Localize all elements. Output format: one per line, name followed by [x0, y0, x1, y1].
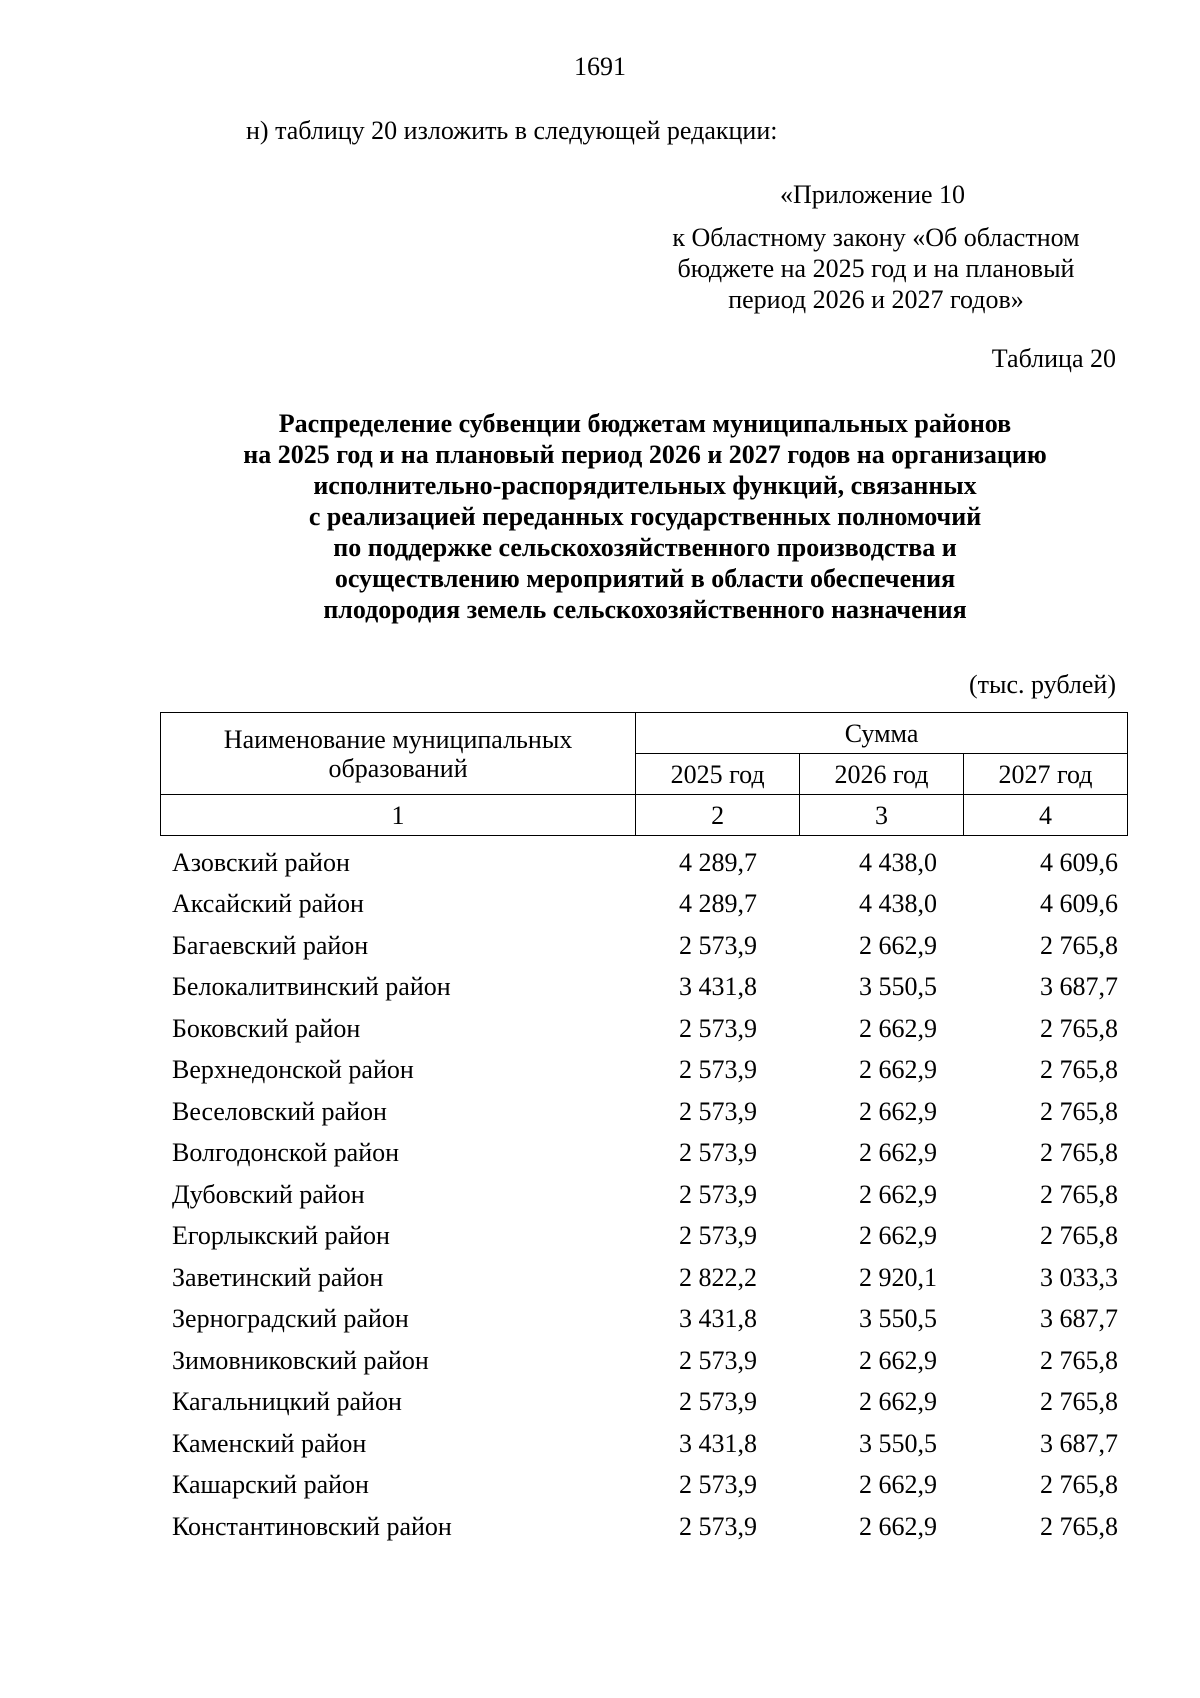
table-row: [160, 1133, 1128, 1175]
header-col-number: 4: [964, 795, 1128, 836]
value-2026: 2 662,9: [859, 1470, 937, 1500]
municipality-name: Заветинский район: [172, 1262, 384, 1292]
value-2027: 2 765,8: [1040, 1345, 1118, 1375]
value-2027: 3 033,3: [1040, 1262, 1118, 1292]
title-line: с реализацией переданных государственных полномочий: [308, 502, 982, 531]
value-2025: 2 573,9: [679, 1096, 757, 1126]
municipality-name: Веселовский район: [172, 1096, 387, 1126]
table-row: [160, 842, 1128, 884]
value-2027: 2 765,8: [1040, 1511, 1118, 1541]
table-header: [160, 712, 1128, 836]
header-col-number: 2: [636, 795, 800, 836]
value-2025: 3 431,8: [679, 1304, 757, 1334]
title-line: исполнительно-распорядительных функций, связанных: [313, 471, 977, 500]
value-2026: 4 438,0: [859, 847, 937, 877]
value-2027: 2 765,8: [1040, 1387, 1118, 1417]
value-2027: 2 765,8: [1040, 1096, 1118, 1126]
municipality-name: Азовский район: [172, 847, 350, 877]
table-row: [160, 967, 1128, 1009]
value-2026: 2 662,9: [859, 1511, 937, 1541]
value-2027: 3 687,7: [1040, 1304, 1118, 1334]
municipality-name: Константиновский район: [172, 1511, 452, 1541]
municipality-name: Верхнедонской район: [172, 1055, 414, 1085]
value-2027: 2 765,8: [1040, 1179, 1118, 1209]
appendix-title: «Приложение 10: [780, 180, 966, 209]
appendix-reference-line: период 2026 и 2027 годов»: [728, 285, 1024, 314]
value-2026: 3 550,5: [859, 972, 937, 1002]
appendix-reference-line: к Областному закону «Об областном: [672, 223, 1080, 252]
value-2027: 2 765,8: [1040, 1138, 1118, 1168]
value-2025: 2 573,9: [679, 930, 757, 960]
value-2026: 2 662,9: [859, 1013, 937, 1043]
table-row: [160, 1340, 1128, 1382]
municipality-name: Зимовниковский район: [172, 1345, 429, 1375]
table-row: [160, 1008, 1128, 1050]
value-2027: 2 765,8: [1040, 1013, 1118, 1043]
title-line: осуществлению мероприятий в области обеспечения: [334, 564, 956, 593]
value-2027: 2 765,8: [1040, 1221, 1118, 1251]
title-line: по поддержке сельскохозяйственного производства и: [333, 533, 957, 562]
value-2026: 2 920,1: [859, 1262, 937, 1292]
value-2027: 3 687,7: [1040, 1428, 1118, 1458]
appendix-reference: [636, 222, 1116, 315]
table-body: [160, 842, 1128, 1548]
value-2025: 2 822,2: [679, 1262, 757, 1292]
title-line: плодородия земель сельскохозяйственного назначения: [323, 595, 967, 624]
appendix-reference-line: бюджете на 2025 год и на плановый: [677, 254, 1075, 283]
value-2026: 2 662,9: [859, 1221, 937, 1251]
table-row: [160, 1465, 1128, 1507]
value-2026: 4 438,0: [859, 889, 937, 919]
title-line: Распределение субвенции бюджетам муниципальных районов: [278, 409, 1012, 438]
table-row: [160, 1423, 1128, 1465]
title-line: на 2025 год и на плановый период 2026 и 2027 годов на организацию: [243, 440, 1047, 469]
value-2026: 2 662,9: [859, 1387, 937, 1417]
header-col-number: 1: [161, 795, 636, 836]
value-2025: 4 289,7: [679, 889, 757, 919]
value-2025: 2 573,9: [679, 1013, 757, 1043]
header-col-number: 3: [800, 795, 964, 836]
table-row: [160, 1257, 1128, 1299]
value-2025: 2 573,9: [679, 1221, 757, 1251]
value-2026: 3 550,5: [859, 1304, 937, 1334]
municipality-name: Кашарский район: [172, 1470, 369, 1500]
value-2025: 2 573,9: [679, 1055, 757, 1085]
municipality-name: Егорлыкский район: [172, 1221, 390, 1251]
table-row: [160, 1299, 1128, 1341]
table-row: [160, 1506, 1128, 1548]
value-2026: 2 662,9: [859, 930, 937, 960]
municipality-name: Зерноградский район: [172, 1304, 409, 1334]
table-row: [160, 1382, 1128, 1424]
municipality-name: Кагальницкий район: [172, 1387, 402, 1417]
value-2025: 2 573,9: [679, 1511, 757, 1541]
value-2025: 3 431,8: [679, 972, 757, 1002]
table-row: [160, 884, 1128, 926]
page-number: 1691: [574, 52, 626, 81]
value-2026: 2 662,9: [859, 1096, 937, 1126]
municipality-name: Багаевский район: [172, 930, 369, 960]
municipality-name: Аксайский район: [172, 889, 364, 919]
value-2025: 4 289,7: [679, 847, 757, 877]
value-2027: 3 687,7: [1040, 972, 1118, 1002]
value-2025: 2 573,9: [679, 1179, 757, 1209]
value-2026: 2 662,9: [859, 1138, 937, 1168]
municipality-name: Дубовский район: [172, 1179, 365, 1209]
header-year-2026: 2026 год: [800, 754, 964, 795]
value-2027: 2 765,8: [1040, 930, 1118, 960]
header-year-2025: 2025 год: [636, 754, 800, 795]
value-2026: 2 662,9: [859, 1179, 937, 1209]
header-year-2027: 2027 год: [964, 754, 1128, 795]
municipality-name: Каменский район: [172, 1428, 367, 1458]
value-2025: 3 431,8: [679, 1428, 757, 1458]
municipality-name: Боковский район: [172, 1013, 361, 1043]
municipality-name: Волгодонской район: [172, 1138, 400, 1168]
header-sum-group: Сумма: [636, 713, 1128, 754]
value-2025: 2 573,9: [679, 1387, 757, 1417]
document-title: [150, 408, 1140, 625]
table-row: [160, 1050, 1128, 1092]
value-2026: 2 662,9: [859, 1055, 937, 1085]
value-2025: 2 573,9: [679, 1138, 757, 1168]
value-2027: 4 609,6: [1040, 847, 1118, 877]
value-2026: 3 550,5: [859, 1428, 937, 1458]
units-label: (тыс. рублей): [968, 670, 1116, 699]
amendment-instruction: н) таблицу 20 изложить в следующей редакции:: [246, 116, 778, 145]
header-name-column: Наименование муниципальных образований: [161, 713, 636, 795]
value-2027: 2 765,8: [1040, 1055, 1118, 1085]
table-row: [160, 1174, 1128, 1216]
table-label: Таблица 20: [991, 344, 1116, 373]
table-row: [160, 1091, 1128, 1133]
value-2025: 2 573,9: [679, 1470, 757, 1500]
value-2027: 4 609,6: [1040, 889, 1118, 919]
value-2026: 2 662,9: [859, 1345, 937, 1375]
table-row: [160, 1216, 1128, 1258]
municipality-name: Белокалитвинский район: [172, 972, 451, 1002]
value-2027: 2 765,8: [1040, 1470, 1118, 1500]
table-row: [160, 925, 1128, 967]
value-2025: 2 573,9: [679, 1345, 757, 1375]
